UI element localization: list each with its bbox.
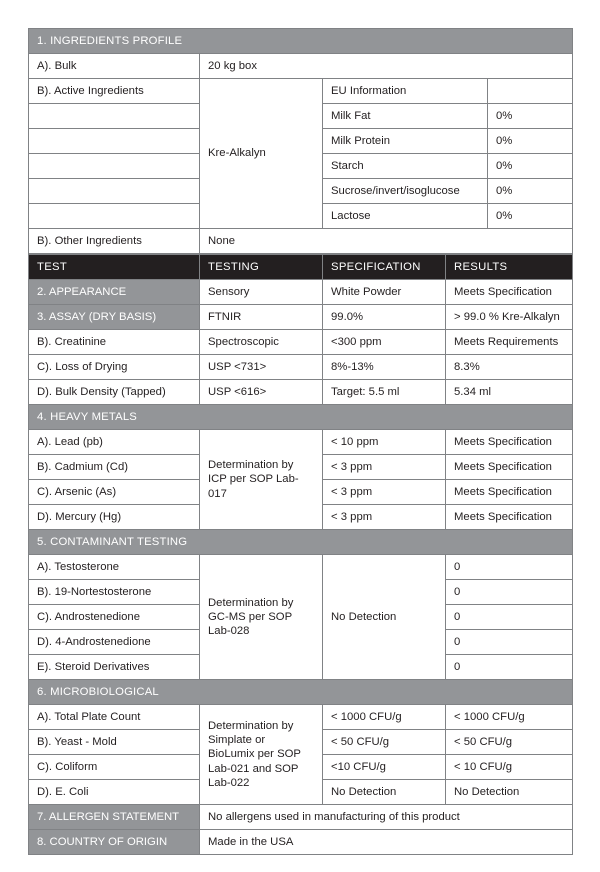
contaminant-specification: No Detection <box>323 555 446 680</box>
active-ingredients-value: Kre-Alkalyn <box>200 79 323 229</box>
four-androstenedione-results: 0 <box>446 630 573 655</box>
lead-specification: < 10 ppm <box>323 430 446 455</box>
coliform-label: C). Coliform <box>29 755 200 780</box>
cadmium-results: Meets Specification <box>446 455 573 480</box>
mercury-results: Meets Specification <box>446 505 573 530</box>
arsenic-results: Meets Specification <box>446 480 573 505</box>
section-header-contaminant <box>29 530 573 555</box>
bulk-label: A). Bulk <box>29 54 200 79</box>
eu-information-heading-value <box>488 79 573 104</box>
nortestosterone-results: 0 <box>446 580 573 605</box>
heavy-metals-testing: Determination by ICP per SOP Lab-017 <box>200 430 323 530</box>
assay-results: > 99.0 % Kre-Alkalyn <box>446 305 573 330</box>
loss-of-drying-specification: 8%-13% <box>323 355 446 380</box>
testosterone-results: 0 <box>446 555 573 580</box>
eu-item-value: 0% <box>488 129 573 154</box>
eu-item-name: Starch <box>323 154 488 179</box>
creatinine-testing: Spectroscopic <box>200 330 323 355</box>
steroid-derivatives-label: E). Steroid Derivatives <box>29 655 200 680</box>
testosterone-label: A). Testosterone <box>29 555 200 580</box>
coliform-specification: <10 CFU/g <box>323 755 446 780</box>
appearance-results: Meets Specification <box>446 280 573 305</box>
appearance-specification: White Powder <box>323 280 446 305</box>
table-column-headers <box>29 255 573 280</box>
total-plate-count-label: A). Total Plate Count <box>29 705 200 730</box>
lead-results: Meets Specification <box>446 430 573 455</box>
ingredients-heading: 1. INGREDIENTS PROFILE <box>29 29 573 54</box>
androstenedione-label: C). Androstenedione <box>29 605 200 630</box>
section-header-ingredients <box>29 29 573 54</box>
ingredients-profile-table <box>28 28 573 254</box>
row-bulk-density <box>29 380 573 405</box>
androstenedione-results: 0 <box>446 605 573 630</box>
nortestosterone-label: B). 19-Nortestosterone <box>29 580 200 605</box>
blank-label-cell <box>29 129 200 154</box>
bulk-density-label: D). Bulk Density (Tapped) <box>29 380 200 405</box>
column-header-results: RESULTS <box>446 255 573 280</box>
blank-label-cell <box>29 204 200 229</box>
row-creatinine <box>29 330 573 355</box>
microbiological-testing: Determination by Simplate or BioLumix per SOP Lab-021 and SOP Lab-022 <box>200 705 323 805</box>
steroid-derivatives-results: 0 <box>446 655 573 680</box>
bulk-density-testing: USP <616> <box>200 380 323 405</box>
bulk-value: 20 kg box <box>200 54 573 79</box>
section-header-microbiological <box>29 680 573 705</box>
e-coli-label: D). E. Coli <box>29 780 200 805</box>
loss-of-drying-label: C). Loss of Drying <box>29 355 200 380</box>
yeast-mold-specification: < 50 CFU/g <box>323 730 446 755</box>
eu-item-value: 0% <box>488 104 573 129</box>
eu-item-name: Milk Protein <box>323 129 488 154</box>
four-androstenedione-label: D). 4-Androstenedione <box>29 630 200 655</box>
other-ingredients-value: None <box>200 229 573 254</box>
blank-label-cell <box>29 104 200 129</box>
assay-label: 3. ASSAY (DRY BASIS) <box>29 305 200 330</box>
active-ingredients-label: B). Active Ingredients <box>29 79 200 104</box>
row-testosterone <box>29 555 573 580</box>
arsenic-label: C). Arsenic (As) <box>29 480 200 505</box>
arsenic-specification: < 3 ppm <box>323 480 446 505</box>
eu-item-value: 0% <box>488 204 573 229</box>
row-active-ingredients <box>29 79 573 104</box>
eu-item-value: 0% <box>488 179 573 204</box>
row-other-ingredients <box>29 229 573 254</box>
eu-information-heading: EU Information <box>323 79 488 104</box>
eu-item-value: 0% <box>488 154 573 179</box>
mercury-specification: < 3 ppm <box>323 505 446 530</box>
column-header-specification: SPECIFICATION <box>323 255 446 280</box>
creatinine-results: Meets Requirements <box>446 330 573 355</box>
other-ingredients-label: B). Other Ingredients <box>29 229 200 254</box>
eu-item-name: Lactose <box>323 204 488 229</box>
row-loss-of-drying <box>29 355 573 380</box>
yeast-mold-results: < 50 CFU/g <box>446 730 573 755</box>
heavy-metals-heading: 4. HEAVY METALS <box>29 405 573 430</box>
country-of-origin-label: 8. COUNTRY OF ORIGIN <box>29 830 200 855</box>
cadmium-specification: < 3 ppm <box>323 455 446 480</box>
cadmium-label: B). Cadmium (Cd) <box>29 455 200 480</box>
assay-testing: FTNIR <box>200 305 323 330</box>
creatinine-specification: <300 ppm <box>323 330 446 355</box>
assay-specification: 99.0% <box>323 305 446 330</box>
coliform-results: < 10 CFU/g <box>446 755 573 780</box>
total-plate-count-results: < 1000 CFU/g <box>446 705 573 730</box>
total-plate-count-specification: < 1000 CFU/g <box>323 705 446 730</box>
blank-label-cell <box>29 154 200 179</box>
allergen-statement-value: No allergens used in manufacturing of this product <box>200 805 573 830</box>
test-results-table <box>28 254 573 855</box>
microbiological-heading: 6. MICROBIOLOGICAL <box>29 680 573 705</box>
row-lead <box>29 430 573 455</box>
row-country-of-origin <box>29 830 573 855</box>
allergen-statement-label: 7. ALLERGEN STATEMENT <box>29 805 200 830</box>
mercury-label: D). Mercury (Hg) <box>29 505 200 530</box>
loss-of-drying-results: 8.3% <box>446 355 573 380</box>
section-header-heavy-metals <box>29 405 573 430</box>
contaminant-heading: 5. CONTAMINANT TESTING <box>29 530 573 555</box>
loss-of-drying-testing: USP <731> <box>200 355 323 380</box>
eu-item-name: Milk Fat <box>323 104 488 129</box>
eu-item-name: Sucrose/invert/isoglucose <box>323 179 488 204</box>
creatinine-label: B). Creatinine <box>29 330 200 355</box>
appearance-testing: Sensory <box>200 280 323 305</box>
row-bulk <box>29 54 573 79</box>
appearance-label: 2. APPEARANCE <box>29 280 200 305</box>
yeast-mold-label: B). Yeast - Mold <box>29 730 200 755</box>
bulk-density-results: 5.34 ml <box>446 380 573 405</box>
e-coli-results: No Detection <box>446 780 573 805</box>
row-assay <box>29 305 573 330</box>
blank-label-cell <box>29 179 200 204</box>
bulk-density-specification: Target: 5.5 ml <box>323 380 446 405</box>
row-allergen-statement <box>29 805 573 830</box>
column-header-test: TEST <box>29 255 200 280</box>
column-header-testing: TESTING <box>200 255 323 280</box>
country-of-origin-value: Made in the USA <box>200 830 573 855</box>
contaminant-testing: Determination by GC-MS per SOP Lab-028 <box>200 555 323 680</box>
lead-label: A). Lead (pb) <box>29 430 200 455</box>
e-coli-specification: No Detection <box>323 780 446 805</box>
row-appearance <box>29 280 573 305</box>
row-total-plate-count <box>29 705 573 730</box>
